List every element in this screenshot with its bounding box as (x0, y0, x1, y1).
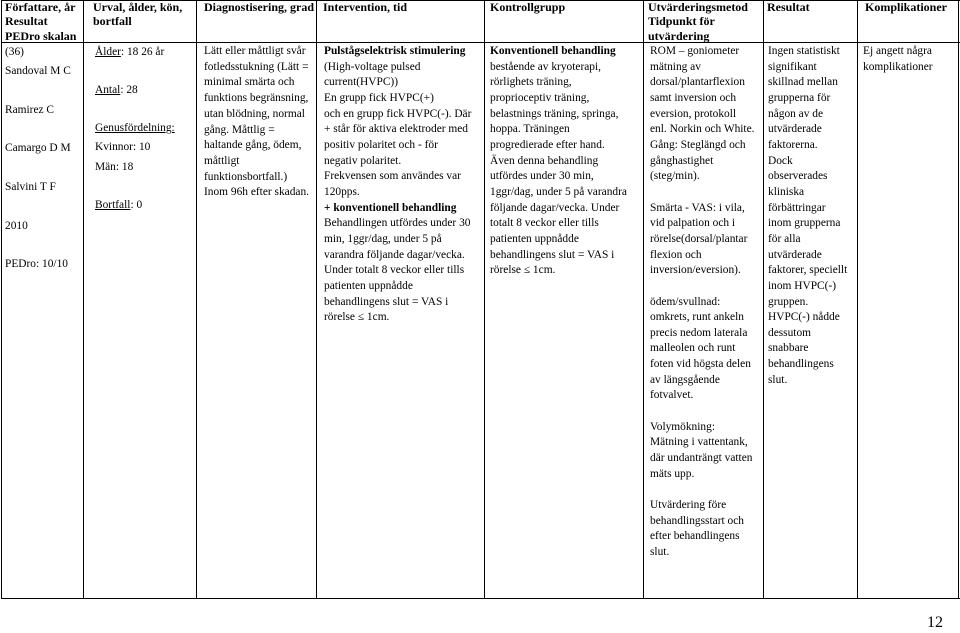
result-line: faktorer, speciellt (768, 264, 848, 277)
evaluation-line: mätning av (650, 60, 701, 73)
result-line: HVPC(-) nådde (768, 311, 840, 324)
intervention-line: 120pps. (324, 185, 360, 198)
result-line: signifikant (768, 60, 817, 73)
age-row (95, 43, 175, 62)
header-author-line: Författare, år (5, 0, 76, 14)
author-name: Salvini T F (5, 181, 56, 194)
result-line: för alla (768, 232, 801, 245)
page-number: 12 (927, 614, 943, 631)
control-line: 1ggr/dag, under 5 på varandra (490, 185, 627, 198)
evaluation-line: ödem/svullnad: (650, 295, 721, 308)
header-evaluation-line: Utvärderingsmetod (648, 0, 748, 14)
diagnosis-line: måttligt (204, 154, 240, 167)
evaluation-line: samt inversion och (650, 91, 737, 104)
evaluation-line: där undanträngt vatten (650, 452, 753, 465)
evaluation-line: av längsgående (650, 373, 720, 386)
control-cell (490, 44, 627, 279)
control-line: belastnings träning, springa, (490, 107, 619, 120)
result-line: dessutom (768, 326, 812, 339)
result-line: slut. (768, 373, 788, 386)
evaluation-line: (steg/min). (650, 170, 700, 183)
evaluation-cell (650, 44, 755, 561)
header-sample-line: Urval, ålder, kön, (93, 0, 183, 14)
evaluation-line: foten vid högsta delen (650, 358, 751, 371)
evaluation-line: fotvalvet. (650, 389, 694, 402)
evaluation-line: enl. Norkin och White. (650, 123, 755, 136)
header-intervention: Intervention, tid (323, 0, 407, 14)
intervention-line: positiv polaritet och - för (324, 138, 438, 151)
result-line: inom HVPC(-) (768, 279, 837, 292)
result-line: utvärderade (768, 123, 822, 136)
diagnosis-line: minimal smärta och (204, 76, 295, 89)
count-label: Antal (95, 84, 121, 97)
control-line: patienten uppnådde (490, 232, 579, 245)
intervention-line: och en grupp fick HVPC(-). Där (324, 107, 472, 120)
intervention-line: Behandlingen utfördes under 30 (324, 217, 471, 230)
result-line: utvärderade (768, 248, 822, 261)
result-line: gruppen. (768, 295, 809, 308)
intervention-line: rörelse ≤ 1cm. (324, 311, 390, 324)
result-line: inom grupperna (768, 217, 841, 230)
intervention-cell (324, 44, 471, 326)
evaluation-line: vid palpation och i (650, 217, 736, 230)
diagnosis-line: funktions begränsning, (204, 92, 309, 105)
control-line: utfördes under 30 min, (490, 170, 594, 183)
control-title: Konventionell behandling (490, 45, 616, 57)
result-line: skillnad mellan (768, 76, 838, 89)
result-line: någon av de (768, 107, 824, 120)
evaluation-line: rörelse(dorsal/plantar (650, 232, 748, 245)
control-line: behandlingens slut = VAS i (490, 248, 615, 261)
evaluation-line: mäts upp. (650, 467, 695, 480)
header-sample-line: bortfall (93, 14, 132, 29)
intervention-line: current(HVPC)) (324, 76, 399, 89)
intervention-line: Frekvensen som användes var (324, 170, 461, 183)
diagnosis-line: utan blödning, normal (204, 107, 305, 120)
result-cell (768, 44, 847, 388)
evaluation-line: gånghastighet (650, 154, 714, 167)
evaluation-line: slut. (650, 546, 670, 558)
study-reference: (36) (5, 46, 24, 58)
diagnosis-line: funktionsbortfall.) (204, 170, 288, 183)
control-line: Även denna behandling (490, 154, 599, 167)
intervention-line: En grupp fick HVPC(+) (324, 91, 434, 104)
intervention-line: negativ polaritet. (324, 154, 402, 167)
evaluation-line: Smärta - VAS: i vila, (650, 201, 745, 214)
author-name: Camargo D M (5, 142, 71, 155)
complications-line: Ej angett några (863, 45, 932, 57)
author-name: Sandoval M C (5, 65, 71, 78)
result-line: faktorerna. (768, 138, 818, 151)
count-row (95, 81, 175, 100)
women-count: Kvinnor: 10 (95, 141, 151, 154)
diagnosis-line: Lätt eller måttligt svår (204, 45, 306, 57)
header-evaluation-line: utvärdering (648, 28, 710, 43)
intervention-line: patienten uppnådde (324, 279, 413, 292)
header-complications: Komplikationer (865, 0, 948, 14)
result-line: behandlingens (768, 358, 834, 371)
header-evaluation-line: Tidpunkt för (648, 14, 715, 29)
evaluation-line: inversion/eversion). (650, 264, 741, 277)
result-line: förbättringar (768, 201, 826, 214)
header-sample (93, 0, 182, 29)
intervention-line: + står för aktiva elektroder med (324, 123, 469, 136)
intervention-conventional: + konventionell behandling (324, 201, 457, 214)
evaluation-line: dorsal/plantarflexion (650, 76, 745, 89)
count-value: : 28 (120, 84, 138, 97)
header-author (5, 0, 76, 43)
men-count: Män: 18 (95, 160, 134, 173)
intervention-line: (High-voltage pulsed (324, 60, 421, 73)
sample-cell (95, 43, 175, 215)
evaluation-line: eversion, protokoll (650, 107, 737, 120)
author-cell (5, 43, 71, 275)
diagnosis-line: haltande gång, ödem, (204, 139, 302, 152)
header-control: Kontrollgrupp (490, 0, 566, 14)
complications-cell (863, 44, 933, 75)
header-author-line: PEDro skalan (5, 28, 77, 43)
evaluation-line: malleolen och runt (650, 342, 736, 355)
diagnosis-line: fotledsstukning (Lätt = (204, 60, 309, 73)
header-author-line: Resultat (5, 14, 48, 29)
result-line: Dock (768, 154, 793, 167)
intervention-title: Pulstågselektrisk stimulering (324, 45, 466, 57)
result-line: grupperna för (768, 91, 831, 104)
evaluation-line: Gång: Steglängd och (650, 138, 746, 151)
diagnosis-line: Inom 96h efter skadan. (204, 186, 310, 199)
complications-line: komplikationer (863, 60, 933, 73)
dropout-row (95, 196, 175, 215)
intervention-line: min, 1ggr/dag, under 5 på (324, 232, 442, 245)
author-name: Ramirez C (5, 103, 55, 116)
evaluation-line: behandlingsstart och (650, 514, 744, 527)
control-line: bestående av kryoterapi, (490, 60, 602, 73)
control-line: rörelse ≤ 1cm. (490, 264, 556, 277)
intervention-line: Under totalt 8 veckor eller tills (324, 264, 465, 277)
result-line: observerades (768, 170, 828, 183)
diagnosis-cell (204, 44, 309, 201)
header-diagnosis: Diagnostisering, grad (204, 0, 315, 14)
control-line: progredierade efter hand. (490, 138, 605, 151)
gender-label: Genusfördelning: (95, 122, 175, 135)
evaluation-line: omkrets, runt ankeln (650, 311, 744, 324)
evaluation-line: ROM – goniometer (650, 45, 740, 57)
header-result: Resultat (767, 0, 810, 14)
age-value: : 18 26 år (120, 46, 165, 58)
evaluation-line: precis nedom laterala (650, 326, 748, 339)
dropout-label: Bortfall (95, 198, 131, 211)
control-line: totalt 8 veckor eller tills (490, 217, 599, 230)
result-line: kliniska (768, 185, 805, 198)
control-line: hoppa. Träningen (490, 123, 570, 136)
evaluation-line: Volymökning: (650, 420, 715, 433)
intervention-line: varandra följande dagar/vecka. (324, 248, 465, 261)
age-label: Ålder (95, 46, 121, 58)
control-line: rörlighets träning, (490, 76, 572, 89)
control-line: följande dagar/vecka. Under (490, 201, 620, 214)
intervention-line: behandlingens slut = VAS i (324, 295, 449, 308)
diagnosis-line: gång. Måttlig = (204, 123, 275, 136)
result-line: Ingen statistiskt (768, 45, 840, 57)
evaluation-line: Mätning i vattentank, (650, 436, 748, 449)
study-year: 2010 (5, 219, 28, 232)
evaluation-line: efter behandlingens (650, 530, 740, 543)
evaluation-line: Utvärdering före (650, 499, 727, 512)
control-line: proprioceptiv träning, (490, 91, 590, 104)
result-line: snabbare (768, 342, 809, 355)
evaluation-line: flexion och (650, 248, 702, 261)
header-evaluation (648, 0, 748, 43)
pedro-score: PEDro: 10/10 (5, 258, 68, 271)
dropout-value: : 0 (130, 198, 143, 211)
